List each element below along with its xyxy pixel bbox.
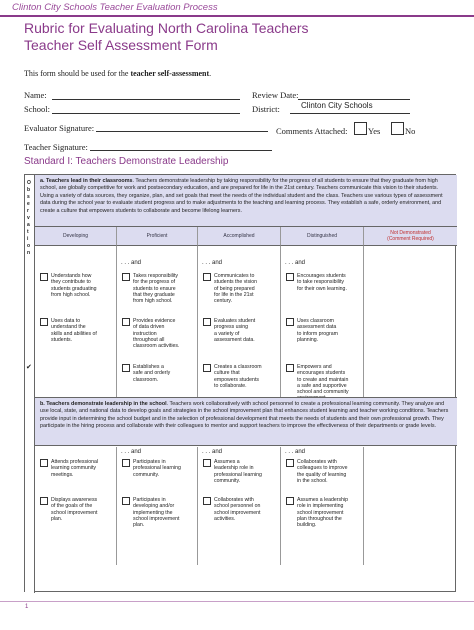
comments-yes-checkbox[interactable] [354, 122, 367, 135]
name-label: Name: [24, 90, 47, 100]
a-dist-3-checkbox[interactable] [286, 364, 294, 372]
check-mark-icon: ✔ [26, 364, 32, 371]
note-suffix: . [209, 69, 212, 78]
a-acc-2-checkbox[interactable] [203, 318, 211, 326]
list-item: Establishes a safe and orderly classroom. [133, 364, 171, 383]
school-label: School: [24, 104, 50, 114]
col-developing: Developing [35, 227, 117, 246]
list-item: Provides evidence of data driven instruction throughout all classroom activities. [133, 318, 180, 350]
list-item: Collaborates with school personnel on school improvement activities. [214, 497, 261, 522]
col-proficient: Proficient [117, 227, 198, 246]
standard-heading: Standard I: Teachers Demonstrate Leadership [24, 156, 229, 167]
page-title: Rubric for Evaluating North Carolina Teachers [24, 20, 309, 36]
a-developing-cell [35, 246, 117, 397]
list-item: Encourages students to take responsibility for their own learning. [297, 273, 347, 292]
obs-letter: r [27, 208, 29, 214]
list-item: Uses data to understand the skills and abilities of students. [51, 318, 97, 343]
org-header: Clinton City Schools Teacher Evaluation Process [12, 2, 218, 13]
b-acc-1-checkbox[interactable] [203, 459, 211, 467]
comment-required-label: (Comment Required) [387, 236, 434, 242]
teacher-signature-label: Teacher Signature: [24, 142, 88, 152]
and-label: . . . and [202, 449, 223, 455]
comments-no-checkbox[interactable] [391, 122, 404, 135]
b-acc-2-checkbox[interactable] [203, 497, 211, 505]
district-label: District: [252, 104, 280, 114]
section-a-description [35, 175, 457, 227]
obs-letter: a [27, 222, 30, 228]
list-item: Takes responsibility for the progress of students to ensure that they graduate from high school. [133, 273, 178, 305]
obs-letter: O [27, 180, 31, 186]
b-accomplished-cell [198, 447, 281, 565]
obs-letter: i [27, 236, 29, 242]
b-prof-1-checkbox[interactable] [122, 459, 130, 467]
list-item: Participates in professional learning community. [133, 459, 181, 478]
list-item: Collaborates with colleagues to improve the quality of learning in the school. [297, 459, 348, 484]
no-label: No [405, 126, 416, 136]
and-label: . . . and [285, 449, 306, 455]
section-b-title: b. Teachers demonstrate leadership in the school [40, 401, 167, 407]
a-prof-1-checkbox[interactable] [122, 273, 130, 281]
b-dist-1-checkbox[interactable] [286, 459, 294, 467]
observation-column [25, 175, 35, 593]
list-item: Understands how they contribute to students graduating from high school. [51, 273, 97, 298]
list-item: Attends professional learning community meetings. [51, 459, 99, 478]
obs-letter: n [27, 250, 31, 256]
a-proficient-cell [117, 246, 198, 397]
obs-letter: b [27, 187, 31, 193]
school-field[interactable] [52, 113, 240, 114]
section-a-text: . Teachers demonstrate leadership by taking responsibility for the progress of all students to ensure that they graduate from high school, are globally competitive for work and postsecondary education, and are prepared for life in the 21st century. Teachers communicate this vision to their students. Using a variety of data sources, they organize, plan, and set goals that meet the needs of the individual student and the class. Teachers use various types of assessment data during the school year to evaluate student progress and to make adjustments to the teaching and learning process. They establish a safe, orderly environment, and create a culture that empowers students to collaborate and become lifelong learners. [40, 178, 443, 214]
list-item: Communicates to students the vision of being prepared for life in the 21st century. [214, 273, 257, 305]
a-dist-2-checkbox[interactable] [286, 318, 294, 326]
district-value: Clinton City Schools [301, 101, 373, 110]
page-subtitle: Teacher Self Assessment Form [24, 37, 218, 53]
col-accomplished: Accomplished [198, 227, 281, 246]
evaluator-signature-field[interactable] [96, 131, 268, 132]
section-b-text: . Teachers work collaboratively with school personnel to create a professional learning community. They analyze and use local, state, and national data to develop goals and strategies in the school improvement plan that enhances student learning and teacher working conditions. Teachers provide input in determining the school budget and in the selection of professional development that meets the needs of students and their own professional growth. They participate in the hiring process and collaborate with their colleagues to mentor and support teachers to improve the effectiveness of their departments or grade levels. [40, 401, 449, 430]
a-not-demonstrated-cell[interactable] [364, 246, 457, 397]
a-prof-3-checkbox[interactable] [122, 364, 130, 372]
and-label: . . . and [121, 449, 142, 455]
list-item: Empowers and encourages students to create and maintain a safe and supportive school and community [297, 364, 349, 396]
list-item: Participates in developing and/or implementing the school improvement plan. [133, 497, 180, 529]
a-distinguished-cell [281, 246, 364, 397]
footer-rule [0, 601, 474, 602]
obs-letter: e [27, 201, 30, 207]
b-dev-1-checkbox[interactable] [40, 459, 48, 467]
section-b-description [35, 397, 457, 446]
district-field[interactable] [290, 113, 410, 114]
b-proficient-cell [117, 447, 198, 565]
note-bold: teacher self-assessment [130, 69, 210, 78]
a-accomplished-cell [198, 246, 281, 397]
review-date-field[interactable] [298, 99, 410, 100]
obs-letter: o [27, 243, 31, 249]
a-acc-3-checkbox[interactable] [203, 364, 211, 372]
comments-attached-label: Comments Attached: [276, 126, 348, 136]
list-item: Uses classroom assessment data to inform program planning. [297, 318, 338, 343]
list-item: Creates a classroom culture that empowers students to collaborate. [214, 364, 262, 389]
not-demonstrated-label: Not Demonstrated [390, 230, 431, 236]
b-dist-2-checkbox[interactable] [286, 497, 294, 505]
col-distinguished: Distinguished [281, 227, 364, 246]
section-a-title: a. Teachers lead in their classrooms [40, 178, 133, 184]
page-number: 1 [25, 604, 29, 610]
col-not-demonstrated [364, 227, 457, 246]
and-label: . . . and [202, 260, 223, 266]
obs-letter: s [27, 194, 30, 200]
b-developing-cell [35, 447, 117, 565]
review-date-label: Review Date: [252, 90, 299, 100]
and-label: . . . and [285, 260, 306, 266]
rubric-table [24, 174, 456, 592]
and-label: . . . and [121, 260, 142, 266]
list-item: Displays awareness of the goals of the school improvement plan. [51, 497, 98, 522]
a-dist-1-checkbox[interactable] [286, 273, 294, 281]
a-prof-2-checkbox[interactable] [122, 318, 130, 326]
a-dev-2-checkbox[interactable] [40, 318, 48, 326]
list-item: Assumes a leadership role in implementing school improvement plan throughout the building. [297, 497, 349, 529]
obs-letter: t [27, 229, 29, 235]
teacher-signature-field[interactable] [90, 150, 272, 151]
a-dev-1-checkbox[interactable] [40, 273, 48, 281]
yes-label: Yes [368, 126, 381, 136]
a-acc-1-checkbox[interactable] [203, 273, 211, 281]
header-rule [0, 15, 474, 17]
note-prefix: This form should be used for the [24, 69, 131, 78]
name-field[interactable] [52, 99, 240, 100]
b-dev-2-checkbox[interactable] [40, 497, 48, 505]
evaluator-signature-label: Evaluator Signature: [24, 123, 95, 133]
form-note [24, 69, 211, 78]
list-item: Evaluates student progress using a variety of assessment data. [214, 318, 256, 343]
obs-letter: v [27, 215, 30, 221]
b-prof-2-checkbox[interactable] [122, 497, 130, 505]
list-item: Assumes a leadership role in professional learning community. [214, 459, 262, 484]
b-not-demonstrated-cell[interactable] [364, 447, 457, 565]
b-distinguished-cell [281, 447, 364, 565]
